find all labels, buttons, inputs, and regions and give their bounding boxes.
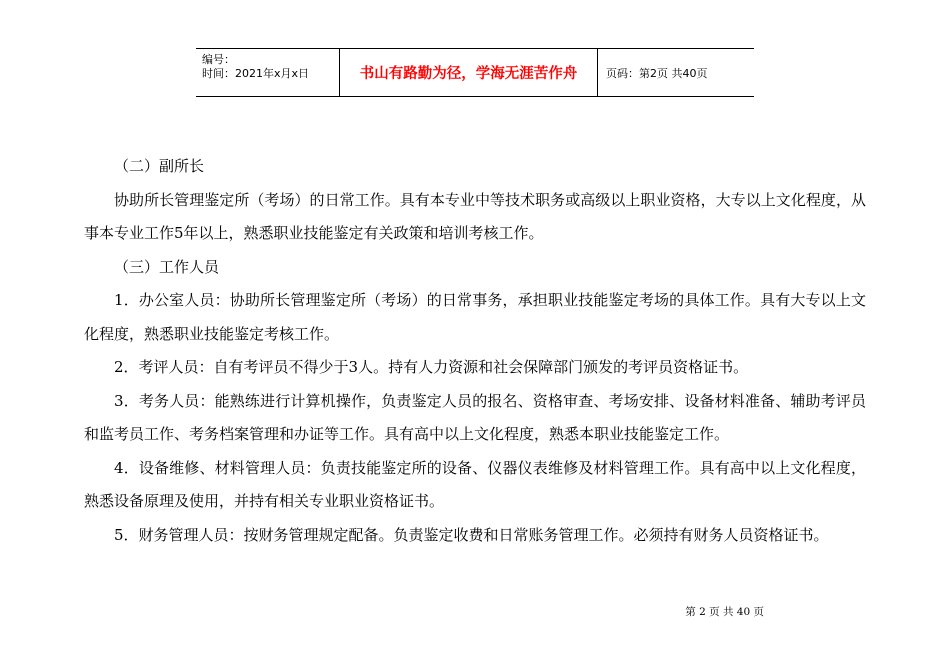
header-page-code: 页码：第2页 共40页 <box>606 66 708 80</box>
paragraph-evaluators: 2．考评人员：自有考评员不得少于3人。持有人力资源和社会保障部门颁发的考评员资格证书。 <box>114 358 749 376</box>
header-meta-cell <box>196 49 340 96</box>
paragraph-deputy-director-duties: 协助所长管理鉴定所（考场）的日常工作。具有本专业中等技术职务或高级以上职业资格，大专以上文化程度，从事本专业工作5年以上，熟悉职业技能鉴定有关政策和培训考核工作。 <box>84 190 866 242</box>
paragraph-office-staff: 1．办公室人员：协助所长管理鉴定所（考场）的日常事务，承担职业技能鉴定考场的具体工作。具有大专以上文化程度，熟悉职业技能鉴定考核工作。 <box>84 291 866 343</box>
section-heading-staff: （三）工作人员 <box>114 257 220 276</box>
document-body <box>84 150 866 552</box>
section-heading-deputy-director: （二）副所长 <box>114 157 205 175</box>
header-motto: 书山有路勤为径，学海无涯苦作舟 <box>340 49 598 96</box>
page-footer: 第 2 页 共 40 页 <box>685 606 764 618</box>
paragraph-exam-affairs-staff: 3．考务人员：能熟练进行计算机操作，负责鉴定人员的报名、资格审查、考场安排、设备材料准备、辅助考评员和监考员工作、考务档案管理和办证等工作。具有高中以上文化程度，熟悉本职业技能鉴定工作。 <box>84 391 866 443</box>
paragraph-equipment-material-staff: 4．设备维修、材料管理人员：负责技能鉴定所的设备、仪器仪表维修及材料管理工作。具有高中以上文化程度，熟悉设备原理及使用，并持有相关专业职业资格证书。 <box>84 458 866 510</box>
paragraph-finance-staff: 5．财务管理人员：按财务管理规定配备。负责鉴定收费和日常账务管理工作。必须持有财务人员资格证书。 <box>114 525 829 544</box>
page-header <box>196 48 754 97</box>
header-number-label: 编号： <box>202 53 235 66</box>
header-time-label: 时间：2021年x月x日 <box>202 67 310 80</box>
